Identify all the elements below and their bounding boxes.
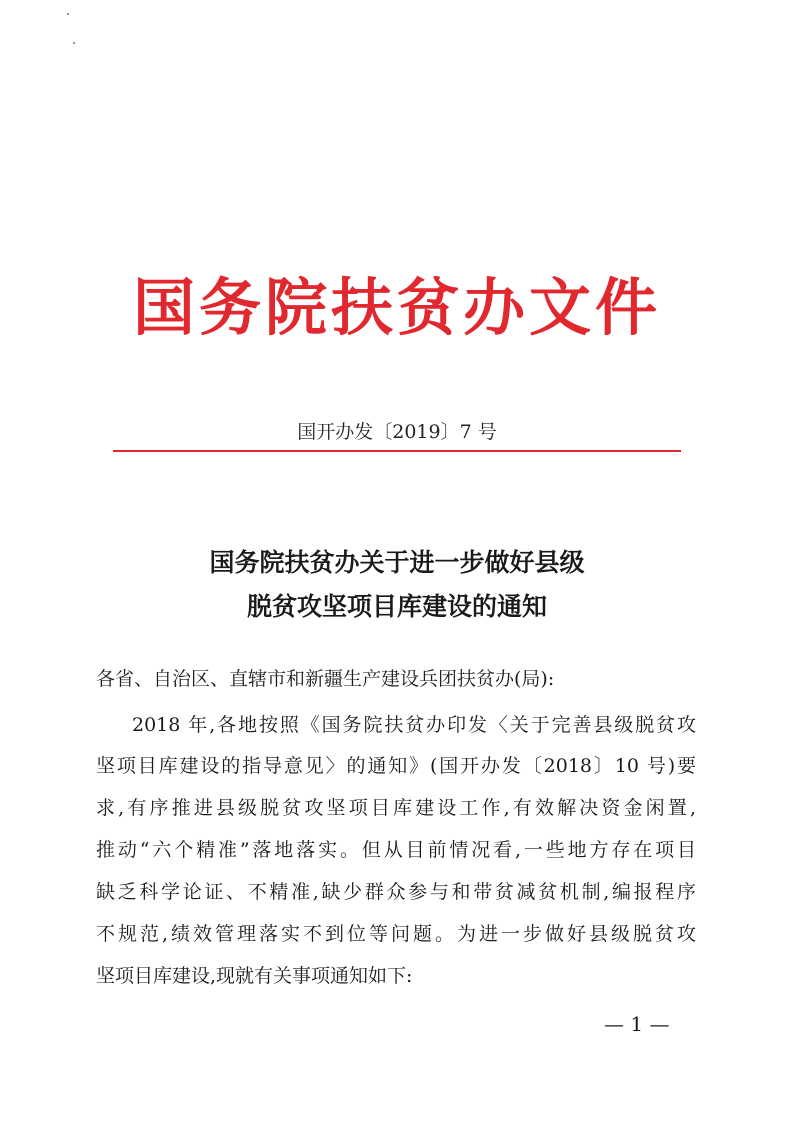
scan-speck [67,13,69,15]
body-line-5: 缺乏科学论证、不精准,缺少群众参与和带贫减贫机制,编报程序 [96,881,696,903]
body-line-6: 不规范,绩效管理落实不到位等问题。为进一步做好县级脱贫攻 [96,923,696,945]
body-line-7: 坚项目库建设,现就有关事项通知如下: [96,965,413,987]
body-line-1: 2018 年,各地按照《国务院扶贫办印发〈关于完善县级脱贫攻 [132,714,696,736]
page-number: — 1 — [604,1012,670,1036]
notice-title-line-1: 国务院扶贫办关于进一步做好县级 [209,548,585,577]
salutation: 各省、自治区、直辖市和新疆生产建设兵团扶贫办(局): [96,668,555,690]
document-number: 国开办发〔2019〕7 号 [297,421,497,443]
notice-title-line-2: 脱贫攻坚项目库建设的通知 [246,592,547,621]
body-line-2: 坚项目库建设的指导意见〉的通知》(国开办发〔2018〕10 号)要 [96,755,696,777]
red-divider-line [113,450,681,452]
scan-speck [73,42,75,44]
body-line-3: 求,有序推进县级脱贫攻坚项目库建设工作,有效解决资金闲置, [96,797,696,819]
document-header-title: 国务院扶贫办文件 [132,271,661,344]
body-line-4: 推动“六个精准”落地落实。但从目前情况看,一些地方存在项目 [96,839,696,861]
